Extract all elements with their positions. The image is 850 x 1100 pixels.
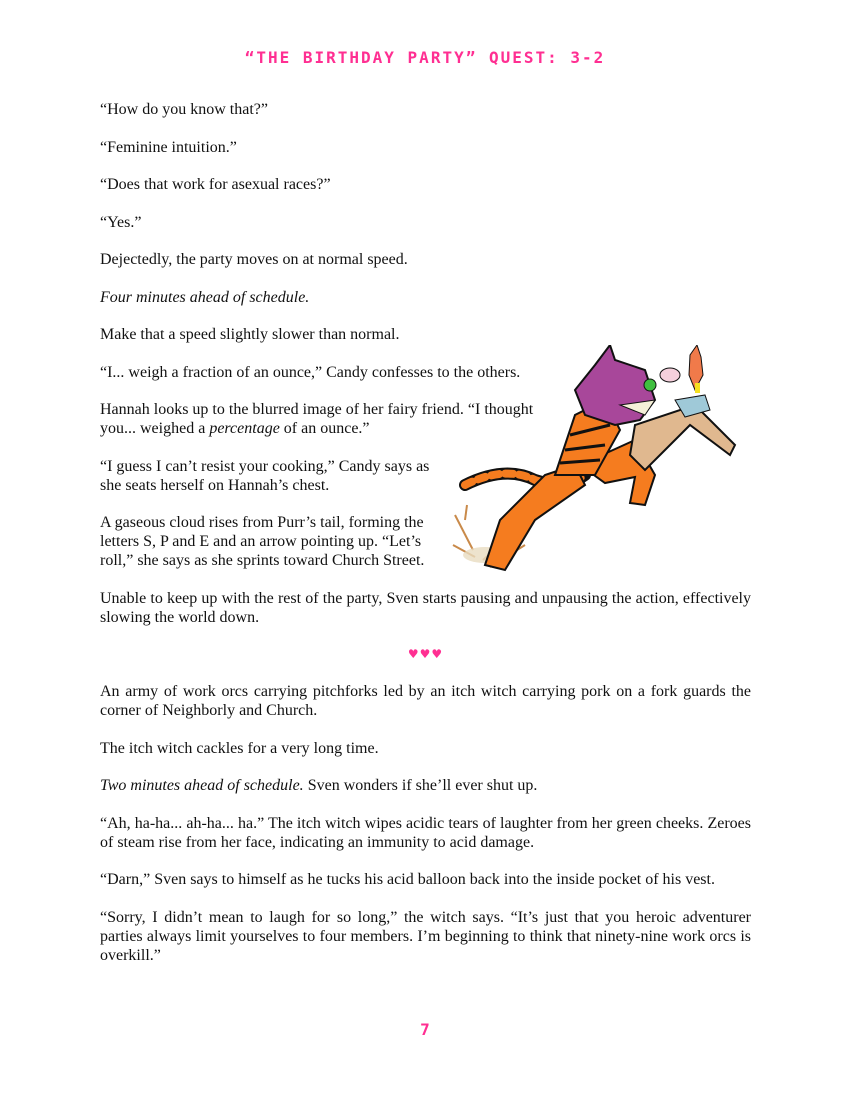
- italic-text: percentage: [209, 420, 280, 437]
- page-number: 7: [420, 1020, 430, 1039]
- paragraph: “I guess I can’t resist your cooking,” Candy says as she seats herself on Hannah’s chest.: [100, 457, 430, 494]
- paragraph-italic: [100, 288, 751, 307]
- paragraph: Unable to keep up with the rest of the party, Sven starts pausing and unpausing the action, effectively slowing the world down.: [100, 589, 751, 626]
- paragraph: Make that a speed slightly slower than normal.: [100, 326, 400, 343]
- tiger-girl-illustration: [445, 345, 755, 575]
- paragraph: “Ah, ha-ha... ah-ha... ha.” The itch witch wipes acidic tears of laughter from her green cheeks. Zeroes of steam rise from her face, indicating an immunity to acid damage.: [100, 814, 751, 851]
- text-span: Sven wonders if she’ll ever shut up.: [303, 777, 538, 794]
- paragraph: “I... weigh a fraction of an ounce,” Candy confesses to the others.: [100, 363, 521, 381]
- paragraph: An army of work orcs carrying pitchforks led by an itch witch carrying pork on a fork guards the corner of Neighborly and Church.: [100, 683, 751, 719]
- hearts-divider-icon: ♥♥♥: [407, 647, 444, 661]
- paragraph: “Yes.”: [100, 213, 142, 231]
- text-span: Hannah looks up to the blurred image of her fairy friend. “I thought you... weighed a: [100, 401, 534, 437]
- italic-text: Two minutes ahead of schedule.: [100, 777, 304, 794]
- paragraph: “Feminine intuition.”: [100, 138, 237, 156]
- page-header-title: “THE BIRTHDAY PARTY” QUEST: 3-2: [244, 48, 606, 67]
- paragraph: [100, 776, 751, 795]
- italic-text: Four minutes ahead of schedule.: [100, 288, 310, 306]
- paragraph: The itch witch cackles for a very long time.: [100, 739, 379, 757]
- paragraph: “Does that work for asexual races?”: [100, 176, 331, 193]
- paragraph: A gaseous cloud rises from Purr’s tail, forming the letters S, P and E and an arrow pointing up. “Let’s roll,” she says as she sprints toward Church Street.: [100, 514, 425, 569]
- text-span: of an ounce.”: [279, 420, 370, 437]
- paragraph: “Darn,” Sven says to himself as he tucks his acid balloon back into the inside pocket of his vest.: [100, 871, 715, 888]
- paragraph: “How do you know that?”: [100, 101, 268, 118]
- paragraph: Dejectedly, the party moves on at normal speed.: [100, 251, 408, 268]
- paragraph: “Sorry, I didn’t mean to laugh for so long,” the witch says. “It’s just that you heroic adventurer parties always limit yourselves to four members. I’m beginning to think that ninety-nine work orcs is overkill.”: [100, 908, 751, 964]
